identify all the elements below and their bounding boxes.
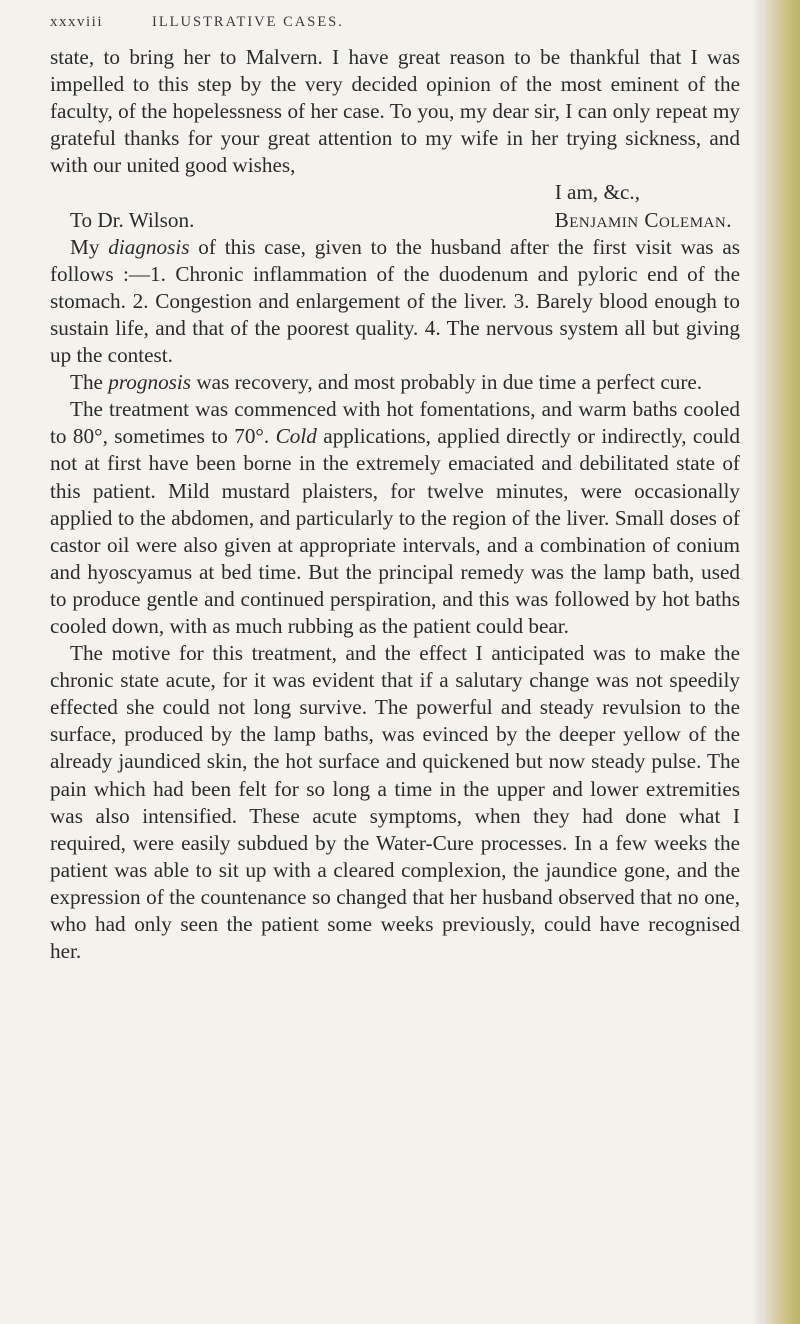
- letter-signature: Benjamin Coleman.: [554, 207, 732, 232]
- diagnosis-term: diagnosis: [108, 234, 190, 259]
- closing-line: [50, 179, 740, 206]
- gutter-shadow: [752, 0, 762, 1324]
- page-number: xxxviii: [50, 14, 104, 30]
- letter-addressee: To Dr. Wilson.: [70, 207, 195, 232]
- running-title: ILLUSTRATIVE CASES.: [152, 14, 344, 30]
- letter-body: state, to bring her to Malvern. I have great reason to be thankful that I was impelled to this step by the very decided opinion of the most eminent of the faculty, of the hopelessness of her case. To you, my dear sir, I can only repeat my grateful thanks for your great attention to my wife in her trying sickness, and with our united good wishes,: [50, 45, 740, 178]
- motive-paragraph: The motive for this treatment, and the effect I anticipated was to make the chronic state acute, for it was evident that if a salutary change was not speedily effected she could not long survive. The powerful and steady revulsion to the surface, produced by the lamp baths, was evinced by the deeper yellow of the already jaundiced skin, the hot surface and quickened but now steady pulse. The pain which had been felt for so long a time in the upper and lower extremities was also intensified. These acute symptoms, when they had done what I required, were easily subdued by the Water-Cure processes. In a few weeks the patient was able to sit up with a cleared complexion, the jaundice gone, and the expression of the countenance so changed that her husband observed that no one, who had only seen the patient some weeks previously, could have recognised her.: [50, 641, 740, 964]
- running-head: [50, 14, 740, 44]
- signature-line: [50, 207, 740, 234]
- letter-closing: I am, &c.,: [554, 180, 640, 205]
- treatment-paragraph: The treatment was commenced with hot fomentations, and warm baths cooled to 80°, sometimes to 70°. Cold applications, applied directly or indirectly, could not at first have been borne in the extremely emaciated and debilitated state of this patient. Mild mustard plaisters, for twelve minutes, were occasionally applied to the abdomen, and particularly to the region of the liver. Small doses of castor oil were also given at appropriate intervals, and a combination of conium and hyoscyamus at bed time. But the principal remedy was the lamp bath, used to produce gentle and continued perspiration, and this was followed by hot baths cooled down, with as much rubbing as the patient could bear.: [50, 397, 740, 638]
- body-text: [50, 44, 740, 965]
- page-gutter: [762, 0, 800, 1324]
- cold-term: Cold: [275, 424, 317, 449]
- prognosis-term: prognosis: [108, 370, 192, 395]
- prognosis-paragraph: The prognosis was recovery, and most probably in due time a perfect cure.: [70, 370, 703, 395]
- diagnosis-paragraph: My diagnosis of this case, given to the husband after the first visit was as follows :—1. Chronic inflammation of the duodenum and pyloric end of the stomach. 2. Congestion and enlargement of the liver. 3. Barely blood enough to sustain life, and that of the poorest quality. 4. The nervous system all but giving up the contest.: [50, 234, 740, 368]
- book-page: [50, 14, 740, 965]
